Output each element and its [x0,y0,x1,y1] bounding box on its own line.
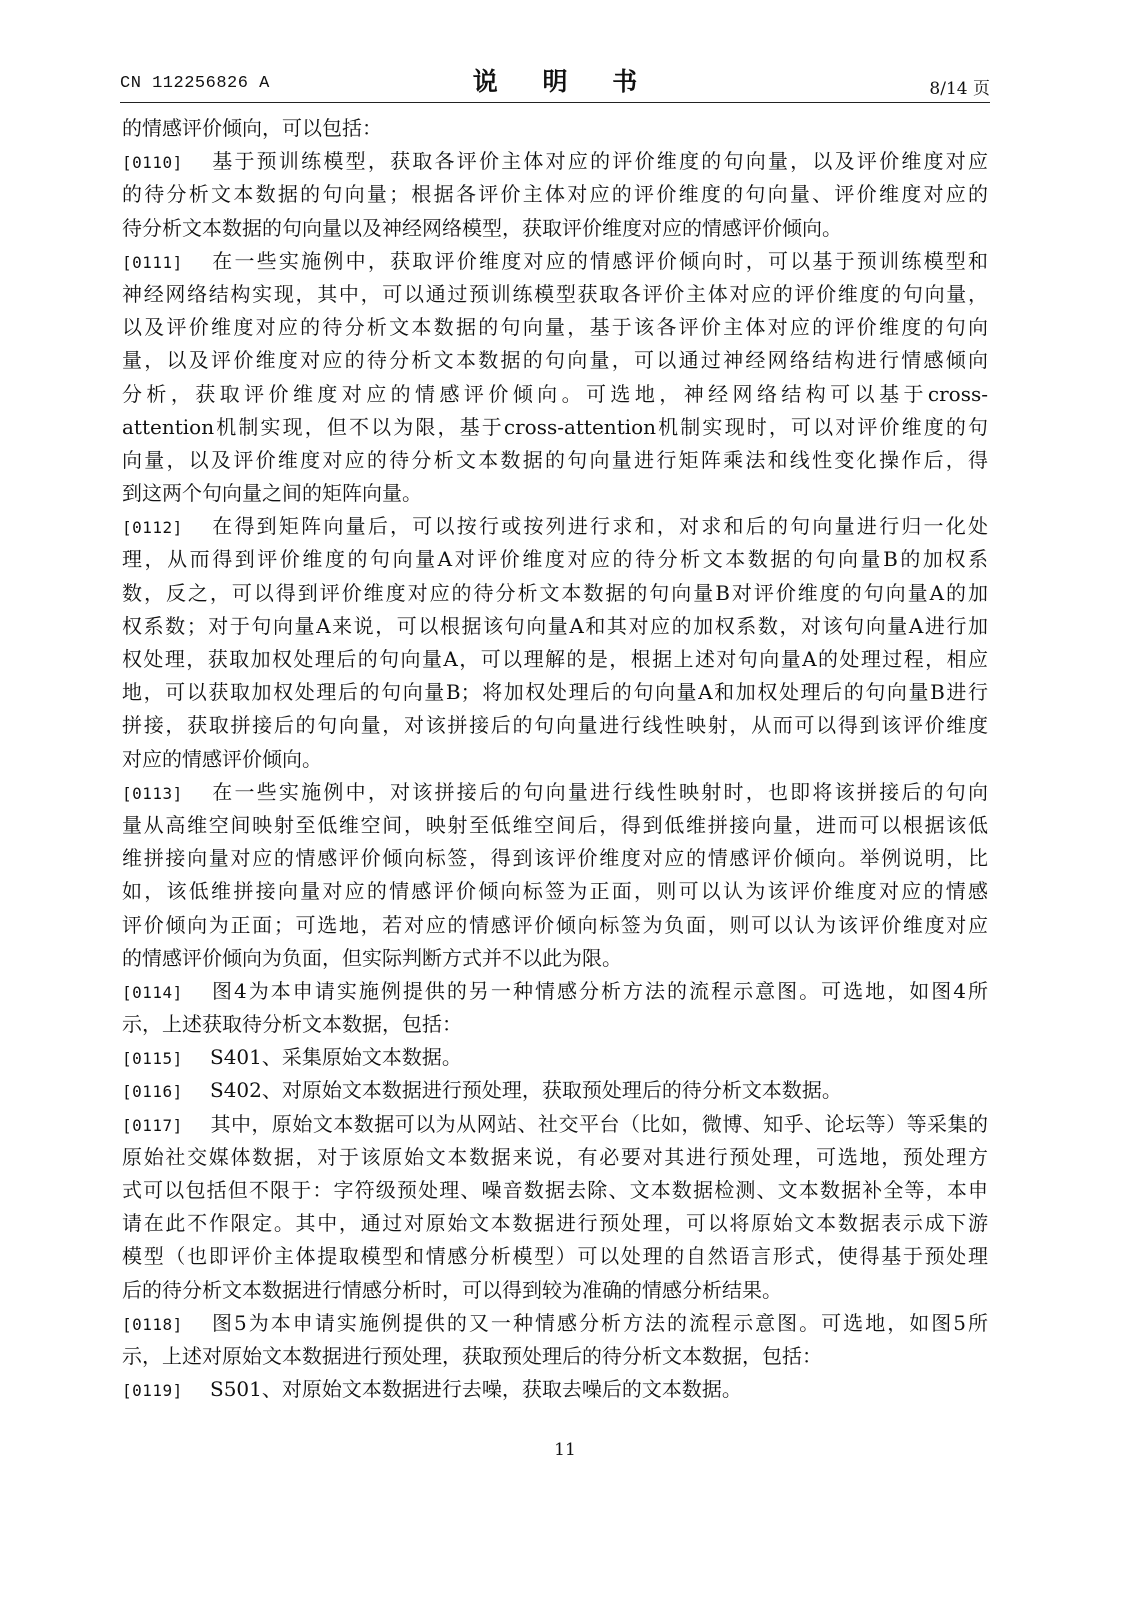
line-text: 权系数；对于句向量A来说，可以根据该句向量A和其对应的加权系数，对该句向量A进行加 [122,613,988,638]
line-text: 神经网络结构实现，其中，可以通过预训练模型获取各评价主体对应的评价维度的句向量， [122,281,988,306]
paragraph-line [122,676,988,709]
line-text: 评价倾向为正面；可选地，若对应的情感评价倾向标签为负面，则可以认为该评价维度对应 [122,912,988,937]
paragraph-start-line [122,1041,988,1074]
line-text: 在一些实施例中，对该拼接后的句向量进行线性映射时，也即将该拼接后的句向 [210,779,988,804]
paragraph-line [122,344,988,377]
paragraph-number: [0115] [122,1049,183,1069]
line-text: 维拼接向量对应的情感评价倾向标签，得到该评价维度对应的情感评价倾向。举例说明，比 [122,846,988,871]
line-text: 原始社交媒体数据，对于该原始文本数据来说，有必要对其进行预处理，可选地，预处理方 [122,1144,988,1169]
paragraph-start-line [122,245,988,278]
line-text: 在得到矩阵向量后，可以按行或按列进行求和，对求和后的句向量进行归一化处 [210,514,988,539]
paragraph-start-line [122,145,988,178]
paragraph-start-line [122,510,988,543]
line-text: 后的待分析文本数据进行情感分析时，可以得到较为准确的情感分析结果。 [122,1277,782,1302]
line-text: S402、对原始文本数据进行预处理，获取预处理后的待分析文本数据。 [210,1078,842,1103]
document-body [122,112,988,1406]
page-indicator: 8/14 页 [929,79,990,99]
paragraph-line [122,1008,988,1041]
paragraph-number: [0111] [122,252,183,272]
line-text: 的情感评价倾向为负面，但实际判断方式并不以此为限。 [122,945,622,970]
paragraph-start-line [122,1074,988,1107]
line-text: attention机制实现，但不以为限，基于cross-attention机制实现时，可以对评价维度的句 [122,414,988,439]
paragraph-start-line [122,1373,988,1406]
line-text: 图4为本申请实施例提供的另一种情感分析方法的流程示意图。可选地，如图4所 [210,978,988,1003]
line-text: 示，上述获取待分析文本数据，包括： [122,1012,462,1037]
paragraph-line [122,1340,988,1373]
line-text: S401、采集原始文本数据。 [210,1045,462,1070]
paragraph-line [122,842,988,875]
paragraph-line [122,709,988,742]
line-text: S501、对原始文本数据进行去噪，获取去噪后的文本数据。 [210,1377,742,1402]
paragraph-line [122,577,988,610]
line-text: 在一些实施例中，获取评价维度对应的情感评价倾向时，可以基于预训练模型和 [210,248,988,273]
line-text: 待分析文本数据的句向量以及神经网络模型，获取评价维度对应的情感评价倾向。 [122,215,842,240]
paragraph-line [122,477,988,510]
paragraph-number: [0117] [122,1115,183,1135]
patent-number: CN 112256826 A [120,74,270,93]
line-text: 地，可以获取加权处理后的句向量B；将加权处理后的句向量A和加权处理后的句向量B进行 [122,680,988,705]
paragraph-start-line [122,1307,988,1340]
paragraph-line [122,809,988,842]
line-text: 数，反之，可以得到评价维度对应的待分析文本数据的句向量B对评价维度的句向量A的加 [122,580,988,605]
paragraph-number: [0112] [122,518,183,538]
line-text: 基于预训练模型，获取各评价主体对应的评价维度的句向量，以及评价维度对应 [210,149,988,174]
line-text: 的情感评价倾向，可以包括： [122,116,382,140]
line-text: 以及评价维度对应的待分析文本数据的句向量，基于该各评价主体对应的评价维度的句向 [122,315,988,340]
document-title: 说 明 书 [472,67,656,96]
paragraph-number: [0119] [122,1381,183,1401]
paragraph-number: [0113] [122,783,183,803]
paragraph-line [122,543,988,576]
paragraph-line [122,311,988,344]
line-text: 分析，获取评价维度对应的情感评价倾向。可选地，神经网络结构可以基于cross- [122,381,988,406]
line-text: 向量，以及评价维度对应的待分析文本数据的句向量进行矩阵乘法和线性变化操作后，得 [122,447,988,472]
line-text: 其中，原始文本数据可以为从网站、社交平台（比如，微博、知乎、论坛等）等采集的 [210,1111,988,1136]
paragraph-line [122,112,988,145]
line-text: 请在此不作限定。其中，通过对原始文本数据进行预处理，可以将原始文本数据表示成下游 [122,1211,988,1236]
paragraph-line [122,909,988,942]
paragraph-line [122,1207,988,1240]
line-text: 权处理，获取加权处理后的句向量A，可以理解的是，根据上述对句向量A的处理过程，相应 [122,647,988,671]
line-text: 量从高维空间映射至低维空间，映射至低维空间后，得到低维拼接向量，进而可以根据该低 [122,812,988,837]
paragraph-line [122,1174,988,1207]
header-divider [120,102,990,103]
paragraph-line [122,942,988,975]
line-text: 如，该低维拼接向量对应的情感评价倾向标签为正面，则可以认为该评价维度对应的情感 [122,879,988,904]
paragraph-line [122,278,988,311]
line-text: 量，以及评价维度对应的待分析文本数据的句向量，可以通过神经网络结构进行情感倾向 [122,348,988,373]
line-text: 对应的情感评价倾向。 [122,746,322,771]
line-text: 图5为本申请实施例提供的又一种情感分析方法的流程示意图。可选地，如图5所 [210,1310,988,1335]
page-number: 11 [554,1440,576,1460]
line-text: 到这两个句向量之间的矩阵向量。 [122,481,422,506]
paragraph-start-line [122,975,988,1008]
paragraph-start-line [122,776,988,809]
paragraph-line [122,1141,988,1174]
line-text: 拼接，获取拼接后的句向量，对该拼接后的句向量进行线性映射，从而可以得到该评价维度 [122,713,988,738]
line-text: 模型（也即评价主体提取模型和情感分析模型）可以处理的自然语言形式，使得基于预处理 [122,1244,988,1269]
paragraph-number: [0118] [122,1314,183,1334]
paragraph-number: [0116] [122,1082,183,1102]
paragraph-line [122,378,988,411]
paragraph-line [122,178,988,211]
paragraph-line [122,643,988,676]
paragraph-line [122,444,988,477]
paragraph-line [122,212,988,245]
line-text: 的待分析文本数据的句向量；根据各评价主体对应的评价维度的句向量、评价维度对应的 [122,182,988,207]
line-text: 示，上述对原始文本数据进行预处理，获取预处理后的待分析文本数据，包括： [122,1343,822,1368]
paragraph-line [122,1274,988,1307]
paragraph-line [122,743,988,776]
line-text: 理，从而得到评价维度的句向量A对评价维度对应的待分析文本数据的句向量B的加权系 [122,547,988,572]
line-text: 式可以包括但不限于：字符级预处理、噪音数据去除、文本数据检测、文本数据补全等，本申 [122,1178,988,1202]
paragraph-line [122,411,988,444]
paragraph-start-line [122,1108,988,1141]
paragraph-number: [0110] [122,153,183,173]
paragraph-line [122,875,988,908]
paragraph-line [122,1240,988,1273]
page-header [120,62,990,98]
paragraph-number: [0114] [122,982,183,1002]
paragraph-line [122,610,988,643]
